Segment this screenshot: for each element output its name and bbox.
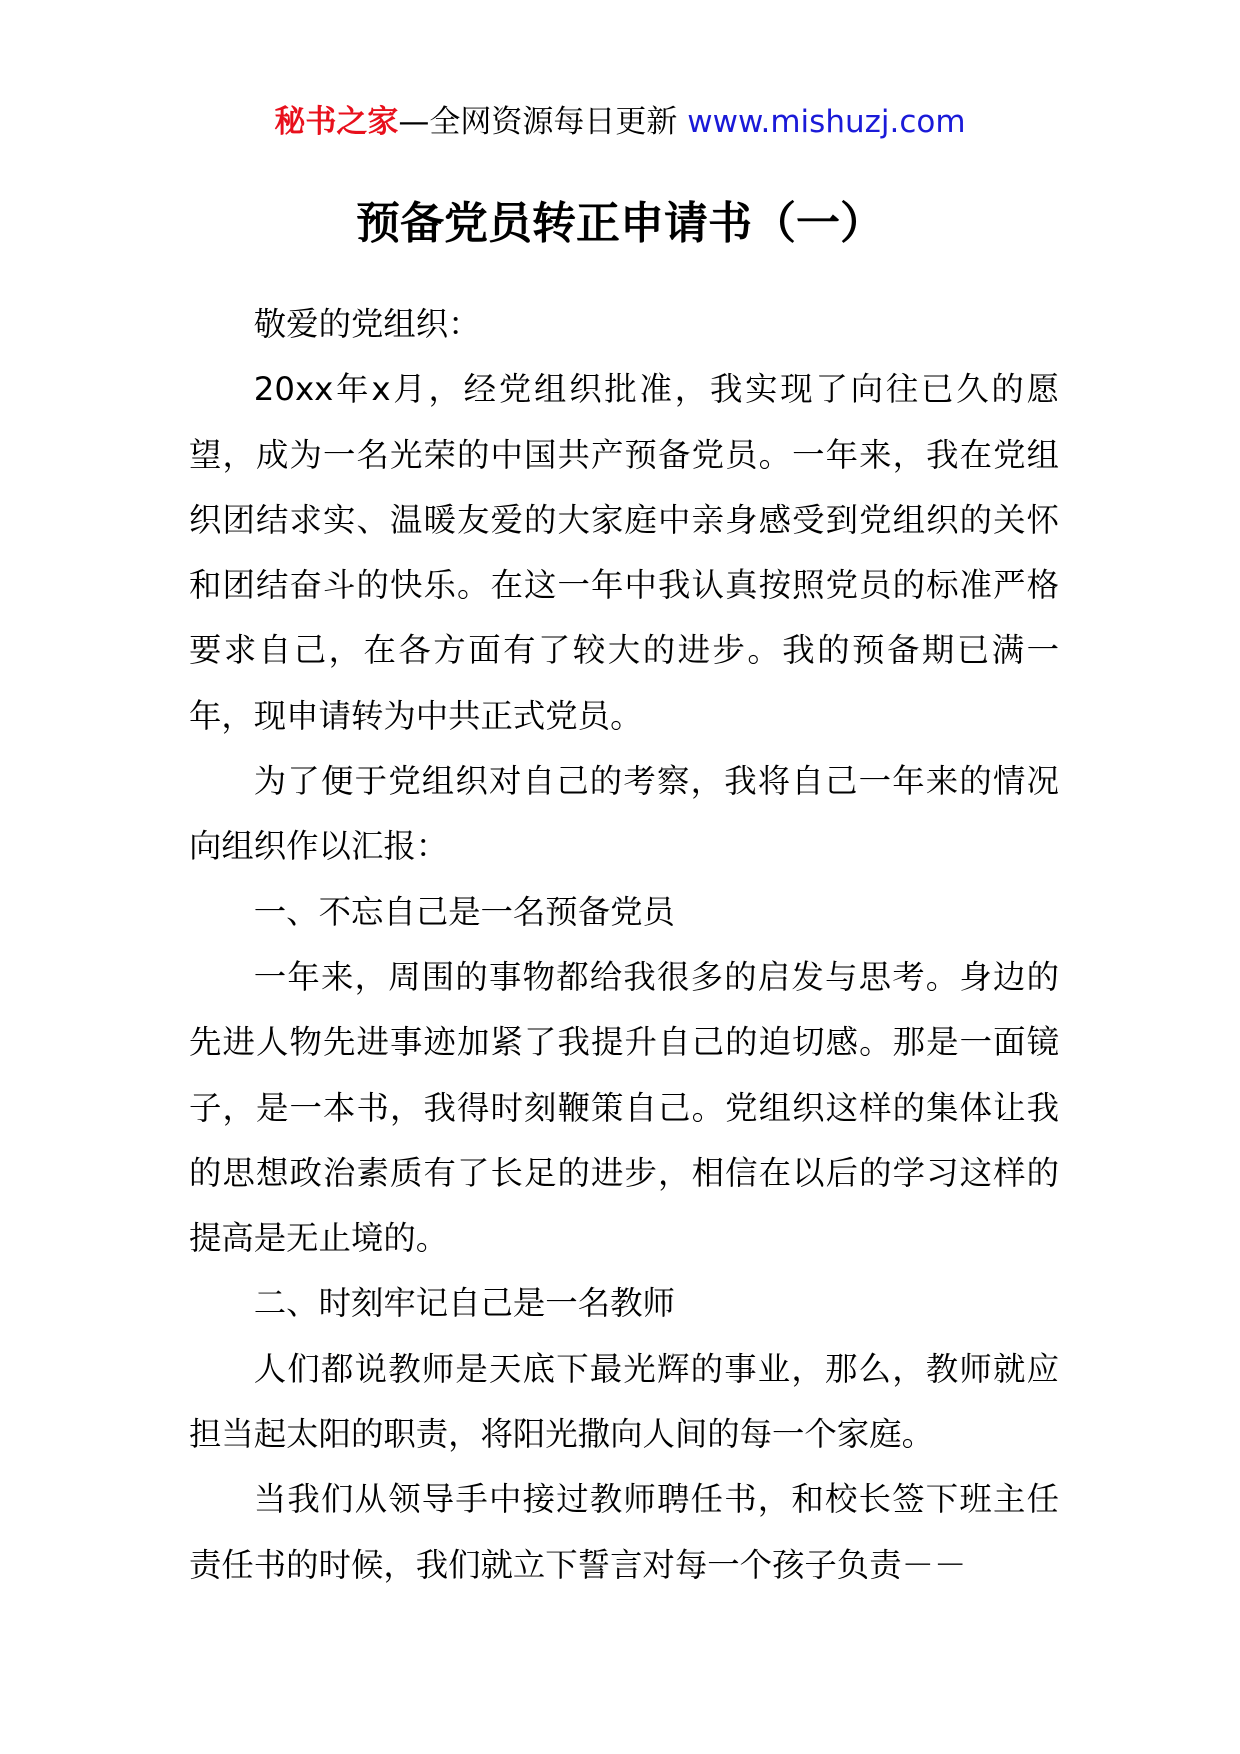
site-header — [0, 102, 1240, 142]
body-paragraph: 为了便于党组织对自己的考察，我将自己一年来的情况向组织作以汇报： — [189, 762, 1059, 866]
site-url-link[interactable]: www.mishuzj.com — [687, 104, 966, 140]
salutation: 敬爱的党组织： — [253, 305, 481, 343]
section-heading: 二、时刻牢记自己是一名教师 — [253, 1284, 675, 1323]
document-body — [189, 292, 1059, 1598]
body-paragraph: 当我们从领导手中接过教师聘任书，和校长签下班主任责任书的时候，我们就立下誓言对每一个孩子负责－－ — [189, 1480, 1059, 1584]
site-brand: 秘书之家 — [274, 104, 399, 140]
body-paragraph: 人们都说教师是天底下最光辉的事业，那么，教师就应担当起太阳的职责，将阳光撒向人间的每一个家庭。 — [189, 1349, 1059, 1454]
section-heading: 一、不忘自己是一名预备党员 — [253, 892, 675, 931]
body-paragraph: 20xx年x月，经党组织批准，我实现了向往已久的愿望，成为一名光荣的中国共产预备党员。一年来，我在党组织团结求实、温暖友爱的大家庭中亲身感受到党组织的关怀和团结奋斗的快乐。在这一年中我认真按照党员的标准严格要求自己，在各方面有了较大的进步。我的预备期已满一年，现申请转为中共正式党员。 — [189, 370, 1059, 735]
body-paragraph: 一年来，周围的事物都给我很多的启发与思考。身边的先进人物先进事迹加紧了我提升自己的迫切感。那是一面镜子，是一本书，我得时刻鞭策自己。党组织这样的集体让我的思想政治素质有了长足的进步，相信在以后的学习这样的提高是无止境的。 — [189, 957, 1059, 1258]
site-slogan: —全网资源每日更新 — [398, 104, 688, 140]
document-title: 预备党员转正申请书（一） — [356, 198, 884, 249]
